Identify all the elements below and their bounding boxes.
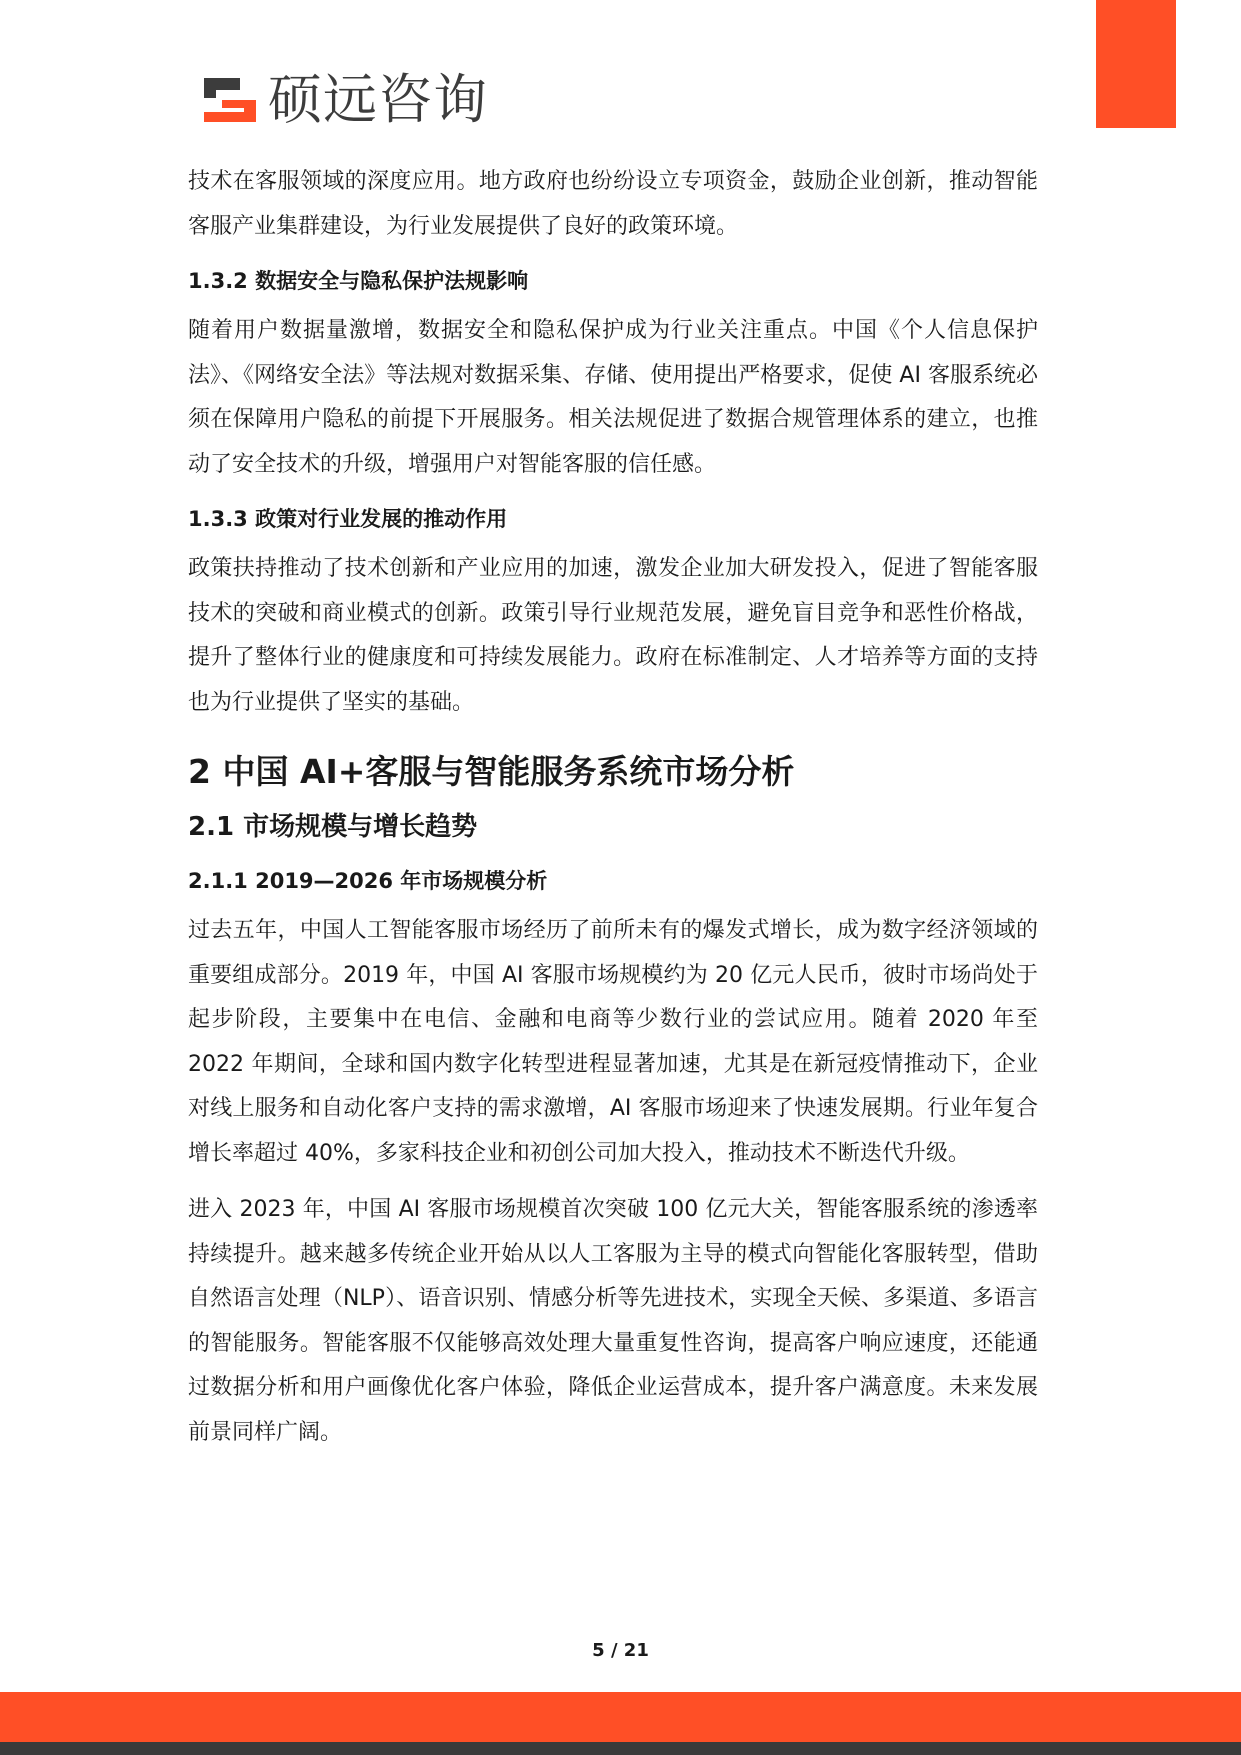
paragraph-policy-impact: 政策扶持推动了技术创新和产业应用的加速，激发企业加大研发投入，促进了智能客服技术的突破和商业模式的创新。政策引导行业规范发展，避免盲目竞争和恶性价格战，提升了整体行业的健康度和可持续发展能力。政府在标准制定、人才培养等方面的支持也为行业提供了坚实的基础。 [188,556,1038,715]
logo-text: 硕远咨询 [268,68,488,131]
company-logo [200,70,488,130]
heading-chapter-2: 2 中国 AI+客服与智能服务系统市场分析 [188,752,795,791]
heading-1-3-2: 1.3.2 数据安全与隐私保护法规影响 [188,269,529,293]
paragraph-market-history: 过去五年，中国人工智能客服市场经历了前所未有的爆发式增长，成为数字经济领域的重要组成部分。2019 年，中国 AI 客服市场规模约为 20 亿元人民币，彼时市场尚处于起步阶段，主要集中在电信、金融和电商等少数行业的尝试应用。随着 2020 年至 2022 年期间，全球和国内数字化转型进程显著加速，尤其是在新冠疫情推动下，企业对线上服务和自动化客户支持的需求激增，AI 客服市场迎来了快速发展期。行业年复合增长率超过 40%，多家科技企业和初创公司加大投入，推动技术不断迭代升级。 [188,918,1038,1166]
paragraph-policy-intro: 技术在客服领域的深度应用。地方政府也纷纷设立专项资金，鼓励企业创新，推动智能客服产业集群建设，为行业发展提供了良好的政策环境。 [188,169,1038,239]
corner-accent-block [1096,0,1176,128]
page-number: 5 / 21 [592,1640,649,1661]
document-body [188,160,1038,1455]
paragraph-data-security: 随着用户数据量激增，数据安全和隐私保护成为行业关注重点。中国《个人信息保护法》、《网络安全法》等法规对数据采集、存储、使用提出严格要求，促使 AI 客服系统必须在保障用户隐私的前提下开展服务。相关法规促进了数据合规管理体系的建立，也推动了安全技术的升级，增强用户对智能客服的信任感。 [188,318,1038,477]
footer-dark-strip [0,1742,1241,1755]
heading-2-1: 2.1 市场规模与增长趋势 [188,812,478,842]
heading-1-3-3: 1.3.3 政策对行业发展的推动作用 [188,507,508,531]
brand-logo-mark-icon [200,70,260,130]
footer-accent-bar [0,1692,1241,1742]
paragraph-market-2023: 进入 2023 年，中国 AI 客服市场规模首次突破 100 亿元大关，智能客服系统的渗透率持续提升。越来越多传统企业开始从以人工客服为主导的模式向智能化客服转型，借助自然语言处理（NLP）、语音识别、情感分析等先进技术，实现全天候、多渠道、多语言的智能服务。智能客服不仅能够高效处理大量重复性咨询，提高客户响应速度，还能通过数据分析和用户画像优化客户体验，降低企业运营成本，提升客户满意度。未来发展前景同样广阔。 [188,1197,1038,1445]
heading-2-1-1: 2.1.1 2019—2026 年市场规模分析 [188,869,548,893]
